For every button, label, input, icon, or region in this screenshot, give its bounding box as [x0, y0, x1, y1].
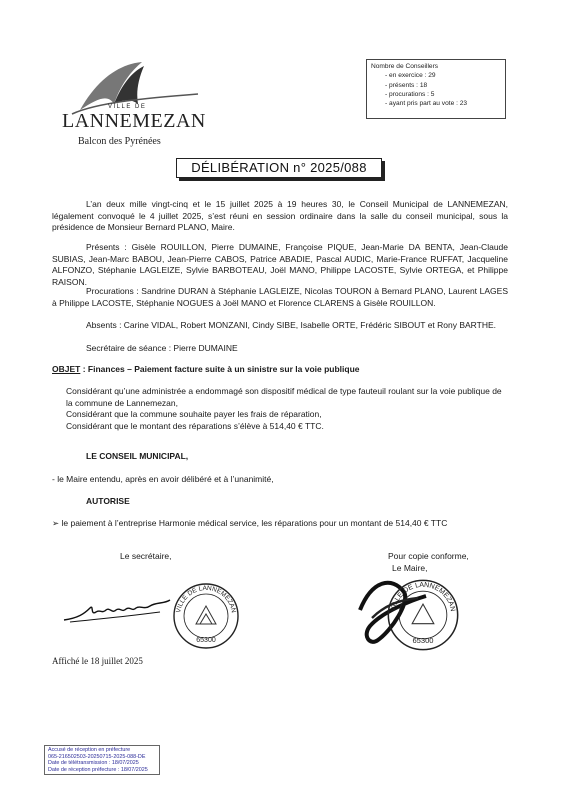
logo-subtitle: Balcon des Pyrénées — [78, 136, 161, 147]
seal-text: VILLE DE LANNEMEZAN — [175, 584, 237, 614]
objet-label: OBJET — [52, 364, 81, 374]
town-seal-stamp-icon — [170, 580, 242, 652]
counselors-item: - procurations : 5 — [385, 90, 435, 98]
mayor-signature-label: Le Maire, — [392, 563, 428, 573]
logo-town-name: LANNEMEZAN — [62, 110, 206, 132]
seal-postcode: 65300 — [412, 636, 434, 646]
autorise-heading: AUTORISE — [86, 496, 130, 506]
mayor-seal-stamp-icon — [384, 576, 462, 654]
considerant-item: Considérant qu’une administrée a endommagé son dispositif médical de type fauteuil roulant sur la voie publique de la commune de Lannemezan, — [66, 386, 502, 408]
counselors-item: - en exercice : 29 — [385, 72, 436, 80]
maire-line: - le Maire entendu, après en avoir délibéré et à l’unanimité, — [52, 474, 274, 484]
receipt-line: Date de réception préfecture : 18/07/2025 — [48, 766, 148, 773]
objet-text: : Finances – Paiement facture suite à un sinistre sur la voie publique — [80, 364, 360, 374]
receipt-line: Accusé de réception en préfecture — [48, 747, 131, 753]
council-heading: LE CONSEIL MUNICIPAL, — [86, 451, 189, 461]
presents-paragraph: Présents : Gisèle ROUILLON, Pierre DUMAINE, Françoise PIQUE, Jean-Marie DA BENTA, Jean-Claude SUBIAS, Jean-Marc BABOU, Jean-Pierre CABOS, Patrice ABADIE, Pascal AUDIC, Marie-France RUFFAT, Jacqueline ALFONZO, Stéphanie LAGLEIZE, Sylvie BARBOTEAU, Joël MANO, Philippe LACOSTE, Sylvie ORTEGA, et Philippe RAISON. — [52, 242, 508, 287]
intro-paragraph: L’an deux mille vingt-cinq et le 15 juillet 2025 à 19 heures 30, le Conseil Municipal de LANNEMEZAN, légalement convoqué le 4 juillet 2025, s’est réuni en session ordinaire dans la salle du conseil municipal, sous la présidence de Monsieur Bernard PLANO, Maire. — [52, 199, 508, 233]
logo-ville: VILLE DE — [108, 104, 147, 110]
receipt-line: Date de télétransmission : 18/07/2025 — [48, 760, 139, 766]
seal-text: VILLE DE LANNEMEZAN — [390, 581, 456, 613]
objet-line — [52, 364, 508, 376]
decision-line: ➢ le paiement à l’entreprise Harmonie médical service, les réparations pour un montant de 514,40 € TTC — [52, 518, 448, 528]
seal-postcode: 65300 — [196, 637, 216, 644]
counselors-item: - ayant pris part au vote : 23 — [385, 100, 468, 108]
considerant-item: Considérant que le montant des réparations s’élève à 514,40 € TTC. — [66, 420, 324, 431]
secretary-line: Secrétaire de séance : Pierre DUMAINE — [86, 343, 238, 353]
secretary-signature-label: Le secrétaire, — [120, 551, 172, 561]
considerant-item: Considérant que la commune souhaite payer les frais de réparation, — [66, 409, 322, 420]
copy-conforme-label: Pour copie conforme, — [388, 551, 469, 561]
absents-paragraph: Absents : Carine VIDAL, Robert MONZANI, Cindy SIBE, Isabelle ORTE, Frédéric SIBOUT et Rony BARTHE. — [86, 320, 497, 330]
counselors-item: - présents : 18 — [385, 81, 428, 89]
counselors-box — [366, 59, 506, 119]
receipt-line: 065-216502503-20250715-2025-088-DE — [48, 753, 146, 760]
secretary-signature-icon — [60, 592, 180, 628]
counselors-title: Nombre de Conseillers — [371, 63, 439, 70]
procurations-paragraph: Procurations : Sandrine DURAN à Stéphanie LAGLEIZE, Nicolas TOURON à Bernard PLANO, Laurent LAGES à Philippe LACOSTE, Stéphanie NOGUES à Joël MANO et Florence CLARENS à Gisèle ROUILLON. — [52, 286, 508, 308]
svg-text:VILLE DE LANNEMEZAN — [175, 585, 237, 614]
considerants-block — [66, 386, 508, 432]
affiche-date: Affiché le 18 juillet 2025 — [52, 656, 143, 666]
prefecture-receipt-box — [44, 745, 160, 775]
deliberation-title: DÉLIBÉRATION n° 2025/088 — [176, 158, 382, 178]
